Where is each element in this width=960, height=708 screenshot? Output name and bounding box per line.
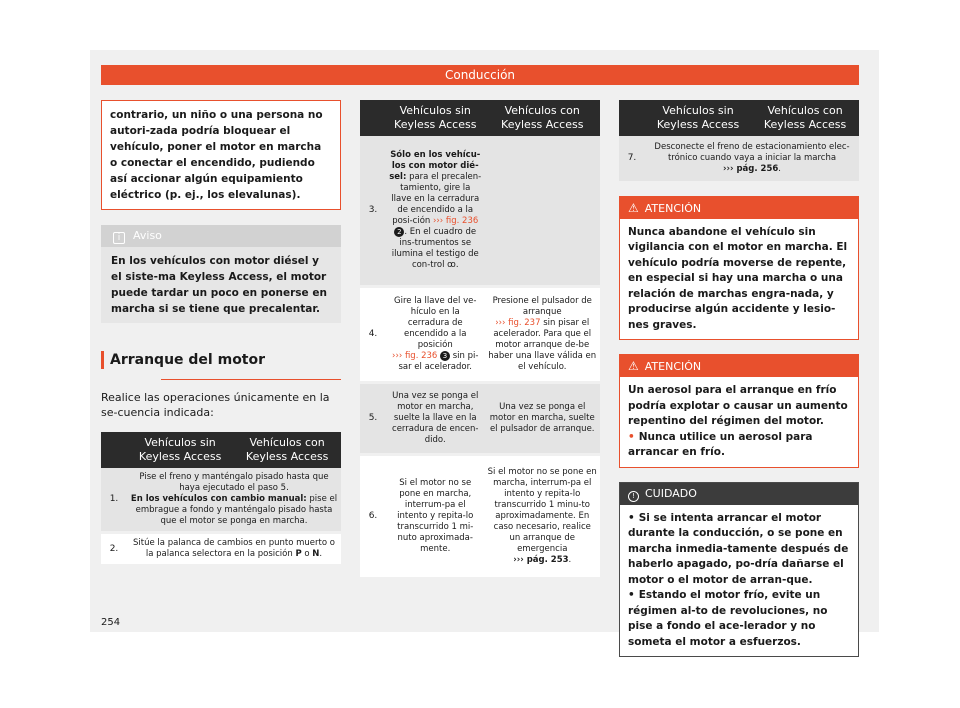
column-left (101, 100, 341, 567)
steps-table (101, 432, 341, 567)
header-without-keyless: Vehículos sin Keyless Access (386, 100, 484, 136)
note-box (101, 225, 341, 323)
step-number: 5. (360, 382, 386, 454)
table-row (101, 533, 341, 566)
intro-text: Realice las operaciones únicamente en la se-cuencia indicada: (101, 391, 330, 419)
step-text: Gire la llave del ve-hículo en la cerradura de encendido a la posición (394, 295, 477, 350)
section-title: Arranque del motor (101, 351, 341, 369)
punct: . (319, 549, 323, 559)
figure-ref[interactable]: ››› fig. 237 (495, 317, 541, 328)
step-number: 3. (360, 136, 386, 286)
step-text-a: Una vez se ponga el motor en marcha, suelte la llave en la cerradura de encen-dido. (386, 382, 484, 454)
step-text-b (484, 454, 600, 578)
gear-p: P (295, 549, 302, 559)
bullet-icon: • (628, 430, 635, 443)
glow-plug-icon: ꝏ (447, 259, 456, 270)
table-row (360, 286, 600, 382)
bullet-text: Nunca utilice un aerosol para arrancar en frío. (628, 430, 813, 458)
steps-table-end (619, 100, 859, 184)
attention-header (620, 197, 858, 219)
header-with-keyless: Vehículos con Keyless Access (484, 100, 600, 136)
warning-triangle-icon: ⚠ (628, 359, 639, 373)
step-number: 2. (101, 533, 127, 566)
figure-ref[interactable]: ››› fig. 236 (432, 215, 479, 226)
step-text-a (386, 286, 484, 382)
table-row (360, 382, 600, 454)
attention-bullet (628, 430, 850, 461)
step-text-b: Una vez se ponga el motor en marcha, suelte el pulsador de arranque. (484, 382, 600, 454)
page-ref[interactable]: ››› pág. 253 (513, 554, 569, 565)
bullet-icon: • (628, 511, 635, 524)
page-ref[interactable]: ››› pág. 256 (722, 163, 779, 174)
step-text-a: Sitúe la palanca de cambios en punto muerto o la palanca selectora en la posición (133, 538, 335, 559)
figure-ref[interactable]: ››› fig. 236 (392, 350, 438, 361)
attention-title: ATENCIÓN (644, 360, 702, 373)
bullet-icon: • (628, 589, 635, 601)
table-corner (619, 100, 645, 136)
note-title: Aviso (133, 229, 162, 242)
page-number: 254 (101, 617, 121, 628)
gear-n: N (312, 549, 320, 559)
step-empty (484, 136, 600, 286)
table-corner (360, 100, 386, 136)
note-header (101, 225, 341, 247)
care-body (620, 505, 858, 657)
table-corner (101, 432, 127, 468)
punct: . (455, 259, 459, 270)
warning-continuation: contrario, un niño o una persona no autori-zada podría bloquear el vehículo, poner el motor en marcha o conectar el encendido, pudiendo así accionar algún equipamiento eléctrico (p. ej., los elevalunas). (101, 100, 341, 210)
table-row (619, 136, 859, 182)
step-text-b: pise el embrague a fondo y manténgalo pisado hasta que el motor se ponga en marcha. (135, 494, 338, 526)
attention-box-2 (619, 354, 859, 468)
care-title: CUIDADO (645, 486, 697, 500)
attention-box-1 (619, 196, 859, 341)
table-row (360, 454, 600, 578)
section-divider (161, 379, 341, 380)
table-row (101, 468, 341, 533)
step-bold: Sólo en los vehícu-los con motor dié-sel: (389, 149, 481, 182)
step-text (645, 136, 859, 182)
warning-triangle-icon: ⚠ (628, 200, 639, 215)
step-text-b (484, 286, 600, 382)
bullet-text: Si se intenta arrancar el motor durante la conducción, o se pone en marcha inmedia-tamente después de haberlo apagado, po-dría dañarse el motor o el motor de arran-que. (628, 511, 849, 586)
step-number: 4. (360, 286, 386, 382)
header-with-keyless: Vehículos con Keyless Access (233, 432, 341, 468)
callout-2-icon: 2 (394, 227, 404, 237)
step-text (127, 533, 341, 566)
bullet-text: Estando el motor frío, evite un régimen al-to de revoluciones, no pise a fondo el ace-lerador y no someta el motor a esfuerzos. (628, 589, 828, 648)
step-text-a: Si el motor no se pone en marcha, interrum-pa el intento y repita-lo transcurrido 1 mi-nuto aproximada-mente. (386, 454, 484, 578)
info-icon: i (113, 232, 125, 244)
steps-table-continued (360, 100, 600, 580)
conj: o (301, 549, 313, 559)
attention-body (620, 377, 858, 467)
step-number: 6. (360, 454, 386, 578)
attention-title: ATENCIÓN (644, 201, 702, 215)
step-number: 1. (101, 468, 127, 533)
note-body: En los vehículos con motor diésel y el siste-ma Keyless Access, el motor puede tardar un poco en ponerse en marcha si se tiene que precalentar. (111, 255, 327, 315)
care-bullet (628, 588, 850, 650)
step-number: 7. (619, 136, 645, 182)
step-text-a (386, 136, 484, 286)
step-text: para el precalen-tamiento, gire la llave en la cerradura de encendido a la posi-ción (391, 171, 482, 226)
header-without-keyless: Vehículos sin Keyless Access (127, 432, 233, 468)
step-text: Presione el pulsador de arranque (492, 295, 592, 317)
care-header (620, 483, 858, 505)
step-text: Si el motor no se pone en marcha, interrum-pa el intento y repita-lo transcurrido 1 minu-to aproximadamente. En caso necesario, realice un arranque de emergencia (487, 466, 597, 554)
column-right (619, 100, 859, 657)
column-middle (360, 100, 600, 580)
caution-icon: ! (628, 491, 639, 502)
step-text-end: sin pi-sar el acelerador. (398, 350, 479, 372)
chapter-header: Conducción (101, 65, 859, 85)
attention-text: Un aerosol para el arranque en frío podría explotar o causar un aumento repentino del régimen del motor. (628, 384, 848, 427)
step-text-2: . En el cuadro de ins-trumentos se ilumina el testigo de con-trol (391, 226, 479, 270)
table-row (360, 136, 600, 286)
punct: . (568, 554, 572, 565)
step-text-end: sin pisar el acelerador. Para que el motor arranque de-be haber una llave válida en el vehículo. (488, 317, 597, 372)
punct: . (778, 163, 781, 174)
step-bold: En los vehículos con cambio manual: (130, 494, 307, 504)
care-box (619, 482, 859, 658)
attention-header (620, 355, 858, 377)
care-bullet (628, 511, 850, 589)
attention-body: Nunca abandone el vehículo sin vigilancia con el motor en marcha. El vehículo podría moverse de repente, en especial si hay una marcha o una relación de marchas engra-nada, y producirse algún accidente y lesio-nes graves. (628, 225, 848, 331)
step-text-a: Pise el freno y manténgalo pisado hasta que haya ejecutado el paso 5. (139, 472, 329, 493)
header-without-keyless: Vehículos sin Keyless Access (645, 100, 751, 136)
header-with-keyless: Vehículos con Keyless Access (751, 100, 859, 136)
step-text (127, 468, 341, 533)
callout-3-icon: 3 (440, 351, 450, 361)
step-text-a: Desconecte el freno de estacionamiento elec-trónico cuando vaya a iniciar la marcha (654, 141, 850, 163)
